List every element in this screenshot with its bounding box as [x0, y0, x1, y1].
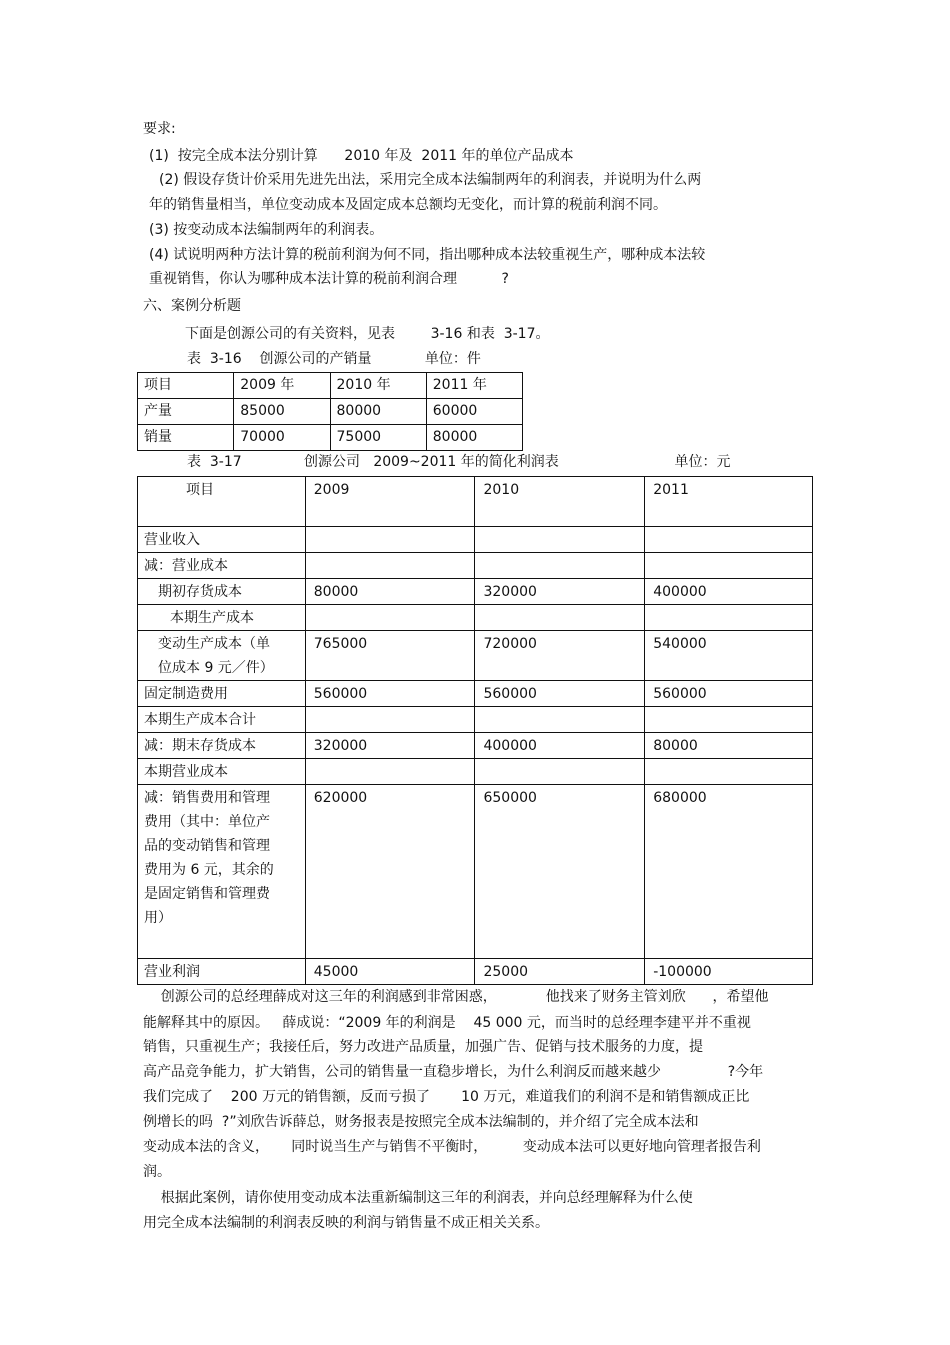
table-cell: 320000 — [475, 579, 645, 605]
table-row — [138, 959, 813, 985]
table-row — [138, 759, 813, 785]
table-cell: 营业收入 — [138, 527, 306, 553]
story-line: 能解释其中的原因。 薛成说：“2009 年的利润是 45 000 元，而当时的总经理李建平并不重视 — [143, 1015, 751, 1031]
story-line: 销售，只重视生产；我接任后，努力改进产品质量，加强广告、促销与技术服务的力度，提 — [143, 1039, 703, 1055]
story-line: 创源公司的总经理薛成对这三年的利润感到非常困惑， 他找来了财务主管刘欣 ，希望他 — [143, 989, 769, 1005]
table-cell: 85000 — [234, 399, 330, 425]
table-cell: 560000 — [475, 681, 645, 707]
table-row — [138, 605, 813, 631]
table-cell — [305, 707, 475, 733]
table-317-caption: 表 3-17 创源公司 2009~2011 年的简化利润表 单位：元 — [187, 454, 731, 470]
table-cell — [645, 759, 813, 785]
table-317 — [137, 476, 813, 985]
table-cell — [305, 553, 475, 579]
table-header-cell: 2011 — [645, 477, 813, 527]
table-cell: 650000 — [475, 785, 645, 959]
requirement-4: (4) 试说明两种方法计算的税前利润为何不同，指出哪种成本法较重视生产，哪种成本法较 — [149, 247, 706, 263]
table-cell: 320000 — [305, 733, 475, 759]
table-header-row — [138, 477, 813, 527]
table-cell: 45000 — [305, 959, 475, 985]
table-cell: 620000 — [305, 785, 475, 959]
table-header-row — [138, 373, 523, 399]
table-316 — [137, 372, 523, 451]
story-line: 用完全成本法编制的利润表反映的利润与销售量不成正相关关系。 — [143, 1215, 549, 1231]
story-line: 变动成本法的含义， 同时说当生产与销售不平衡时， 变动成本法可以更好地向管理者报告利 — [143, 1139, 761, 1155]
table-cell: 25000 — [475, 959, 645, 985]
table-cell: 80000 — [426, 425, 522, 451]
table-cell: 营业利润 — [138, 959, 306, 985]
table-cell: 400000 — [475, 733, 645, 759]
table-row — [138, 733, 813, 759]
requirement-2-cont: 年的销售量相当，单位变动成本及固定成本总额均无变化，而计算的税前利润不同。 — [149, 197, 667, 213]
table-cell: 产量 — [138, 399, 234, 425]
table-cell — [475, 553, 645, 579]
table-cell: 720000 — [475, 631, 645, 681]
table-row — [138, 527, 813, 553]
requirements-heading: 要求: — [143, 121, 176, 137]
table-cell — [475, 605, 645, 631]
table-cell — [305, 527, 475, 553]
table-cell — [475, 707, 645, 733]
table-cell — [645, 527, 813, 553]
table-cell: 680000 — [645, 785, 813, 959]
table-cell: 销量 — [138, 425, 234, 451]
table-cell: 本期生产成本合计 — [138, 707, 306, 733]
requirement-4-cont: 重视销售，你认为哪种成本法计算的税前利润合理 ? — [149, 271, 509, 287]
table-cell: 80000 — [330, 399, 426, 425]
story-line: 我们完成了 200 万元的销售额，反而亏损了 10 万元，难道我们的利润不是和销售额成正比 — [143, 1089, 750, 1105]
table-header-cell: 项目 — [138, 477, 306, 527]
table-cell: 70000 — [234, 425, 330, 451]
section-intro: 下面是创源公司的有关资料，见表 3-16 和表 3-17。 — [185, 326, 550, 342]
table-cell: 80000 — [645, 733, 813, 759]
table-header-cell: 2010 年 — [330, 373, 426, 399]
table-header-cell: 2009 — [305, 477, 475, 527]
requirement-1: (1) 按完全成本法分别计算 2010 年及 2011 年的单位产品成本 — [149, 148, 574, 164]
table-cell — [305, 759, 475, 785]
table-row — [138, 631, 813, 681]
table-cell: 固定制造费用 — [138, 681, 306, 707]
table-cell: 减：销售费用和管理 费用（其中：单位产 品的变动销售和管理 费用为 6 元，其余的 是固定销售和管理费 用） — [138, 785, 306, 959]
table-cell: 期初存货成本 — [138, 579, 306, 605]
table-header-cell: 2009 年 — [234, 373, 330, 399]
table-header-cell: 2010 — [475, 477, 645, 527]
table-row — [138, 553, 813, 579]
table-row — [138, 681, 813, 707]
table-cell: 400000 — [645, 579, 813, 605]
story-line: 例增长的吗 ?”刘欣告诉薛总，财务报表是按照完全成本法编制的，并介绍了完全成本法和 — [143, 1114, 699, 1130]
table-row — [138, 425, 523, 451]
table-cell: 75000 — [330, 425, 426, 451]
requirement-2: (2) 假设存货计价采用先进先出法，采用完全成本法编制两年的利润表，并说明为什么两 — [159, 172, 702, 188]
table-cell — [475, 759, 645, 785]
table-row — [138, 399, 523, 425]
section-title: 六、案例分析题 — [143, 298, 241, 314]
table-cell — [645, 553, 813, 579]
table-316-caption: 表 3-16 创源公司的产销量 单位：件 — [187, 351, 481, 367]
table-header-cell: 项目 — [138, 373, 234, 399]
table-cell — [645, 605, 813, 631]
table-cell: 60000 — [426, 399, 522, 425]
requirement-3: (3) 按变动成本法编制两年的利润表。 — [149, 222, 384, 238]
table-header-cell: 2011 年 — [426, 373, 522, 399]
story-line: 根据此案例，请你使用变动成本法重新编制这三年的利润表，并向总经理解释为什么使 — [143, 1190, 693, 1206]
story-line: 润。 — [143, 1164, 171, 1180]
table-cell: 80000 — [305, 579, 475, 605]
table-cell: 减：期末存货成本 — [138, 733, 306, 759]
table-cell: 本期营业成本 — [138, 759, 306, 785]
table-row — [138, 707, 813, 733]
table-cell — [475, 527, 645, 553]
table-cell — [305, 605, 475, 631]
table-cell: 560000 — [305, 681, 475, 707]
table-cell: 765000 — [305, 631, 475, 681]
story-line: 高产品竞争能力，扩大销售，公司的销售量一直稳步增长，为什么利润反而越来越少 ?今年 — [143, 1064, 764, 1080]
table-cell: 变动生产成本（单 位成本 9 元／件） — [138, 631, 306, 681]
table-cell: -100000 — [645, 959, 813, 985]
table-cell: 560000 — [645, 681, 813, 707]
table-cell: 减：营业成本 — [138, 553, 306, 579]
table-row — [138, 579, 813, 605]
table-cell: 本期生产成本 — [138, 605, 306, 631]
table-cell: 540000 — [645, 631, 813, 681]
table-row — [138, 785, 813, 959]
table-cell — [645, 707, 813, 733]
